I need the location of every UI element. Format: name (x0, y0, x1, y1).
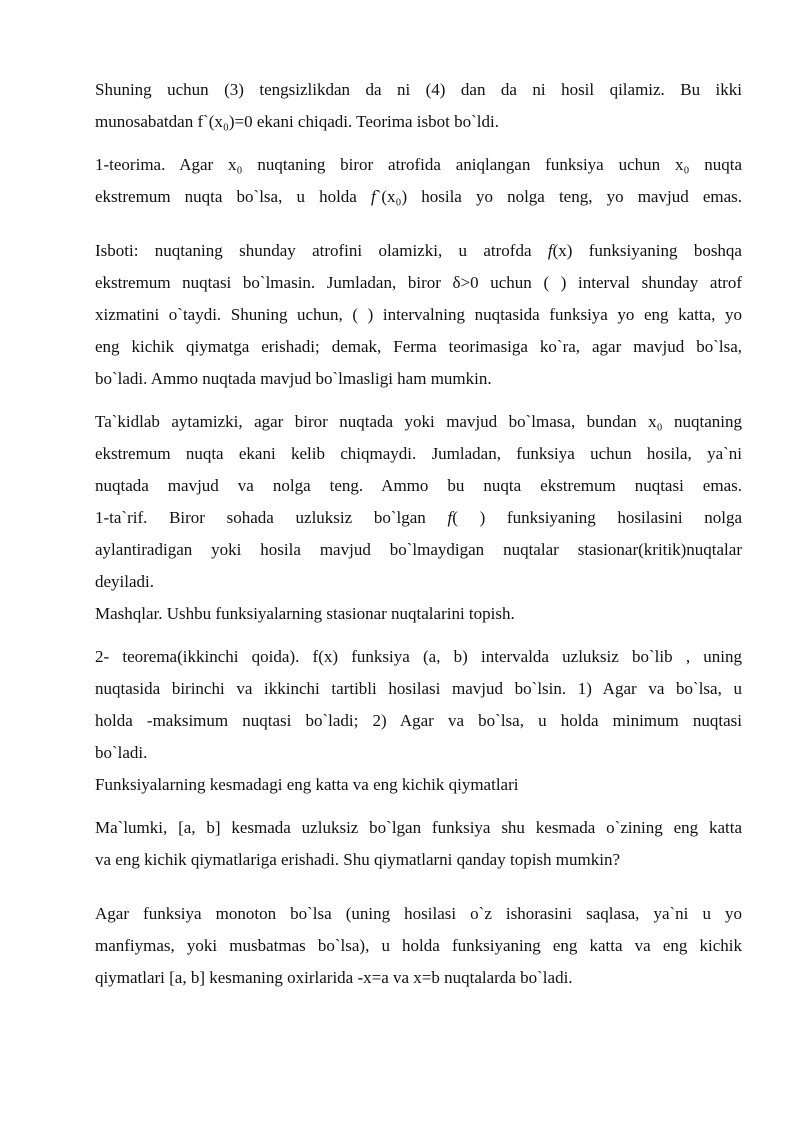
text-line: munosabatdan f`(x₀)=0 ekani chiqadi. Teorima isbot bo`ldi. (95, 112, 499, 131)
text-line: qiymatlari [a, b] kesmaning oxirlarida -x=a va x=b nuqtalarda bo`ladi. (95, 968, 573, 987)
function-symbol: f (447, 508, 453, 527)
text-line: 1-teorima. Agar x₀ nuqtaning biror atrofida aniqlangan funksiya uchun x₀ nuqta (95, 155, 742, 174)
paragraph-theorem-1 (95, 149, 742, 213)
text-line: 2- teorema(ikkinchi qoida). f(x) funksiya (a, b) intervalda uzluksiz bo`lib , uning (95, 647, 742, 666)
paragraph-proof (95, 235, 742, 395)
section-heading: Funksiyalarning kesmadagi eng katta va eng kichik qiymatlari (95, 775, 519, 794)
text-span: Isboti: nuqtaning shunday atrofini olamizki, u atrofda (95, 241, 548, 260)
text-line: eng kichik qiymatga erishadi; demak, Ferma teorimasiga ko`ra, agar mavjud bo`lsa, (95, 337, 742, 356)
text-line: Agar funksiya monoton bo`lsa (uning hosilasi o`z ishorasini saqlasa, ya`ni u yo (95, 904, 742, 923)
text-line (95, 502, 742, 534)
text-line: holda -maksimum nuqtasi bo`ladi; 2) Agar va bo`lsa, u holda minimum nuqtasi (95, 711, 742, 730)
text-line (95, 181, 742, 213)
text-span: ( ) funksiyaning hosilasini nolga (452, 508, 743, 527)
text-line: bo`ladi. Ammo nuqtada mavjud bo`lmasligi ham mumkin. (95, 369, 492, 388)
text-line: Ta`kidlab aytamizki, agar biror nuqtada yoki mavjud bo`lmasa, bundan x₀ nuqtaning (95, 412, 742, 431)
text-line: nuqtada mavjud va nolga teng. Ammo bu nuqta ekstremum nuqtasi emas. (95, 476, 742, 495)
paragraph-intro (95, 812, 742, 876)
text-span: `(x₀) hosila yo nolga teng, yo mavjud emas. (375, 187, 742, 206)
function-symbol: f (547, 241, 553, 260)
function-symbol: f (370, 187, 376, 206)
text-line: Shuning uchun (3) tengsizlikdan da ni (4) dan da ni hosil qilamiz. Bu ikki (95, 80, 742, 99)
text-span: 1-ta`rif. Biror sohada uzluksiz bo`lgan (95, 508, 448, 527)
text-line: xizmatini o`taydi. Shuning uchun, ( ) intervalning nuqtasida funksiya yo eng katta, yo (95, 305, 742, 324)
text-line: ekstremum nuqta ekani kelib chiqmaydi. Jumladan, funksiya uchun hosila, ya`ni (95, 444, 742, 463)
document-page (95, 74, 742, 994)
text-line (95, 235, 742, 267)
paragraph-remark-definition (95, 406, 742, 630)
text-line: Ma`lumki, [a, b] kesmada uzluksiz bo`lgan funksiya shu kesmada o`zining eng katta (95, 818, 742, 837)
text-line: nuqtasida birinchi va ikkinchi tartibli hosilasi mavjud bo`lsin. 1) Agar va bo`lsa, u (95, 679, 742, 698)
text-line: aylantiradigan yoki hosila mavjud bo`lmaydigan nuqtalar stasionar(kritik)nuqtalar (95, 540, 742, 559)
text-span: (x) funksiyaning boshqa (552, 241, 742, 260)
text-line: bo`ladi. (95, 743, 148, 762)
paragraph-monotone (95, 898, 742, 994)
paragraph-proof-end (95, 74, 742, 138)
text-line: Mashqlar. Ushbu funksiyalarning stasionar nuqtalarini topish. (95, 604, 515, 623)
paragraph-theorem-2 (95, 641, 742, 801)
text-span: ekstremum nuqta bo`lsa, u holda (95, 187, 371, 206)
text-line: deyiladi. (95, 572, 155, 591)
text-line: ekstremum nuqtasi bo`lmasin. Jumladan, biror δ>0 uchun ( ) interval shunday atrof (95, 273, 742, 292)
text-line: va eng kichik qiymatlariga erishadi. Shu qiymatlarni qanday topish mumkin? (95, 850, 620, 869)
text-line: manfiymas, yoki musbatmas bo`lsa), u holda funksiyaning eng katta va eng kichik (95, 936, 742, 955)
